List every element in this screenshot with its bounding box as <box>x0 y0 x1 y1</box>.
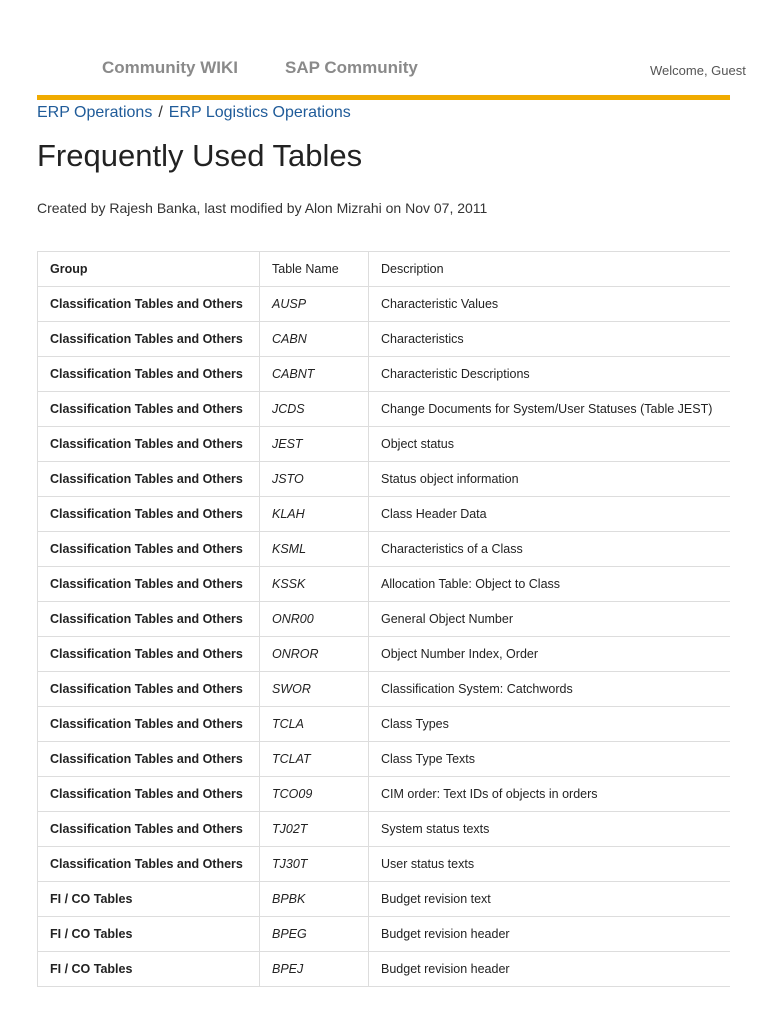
table-row <box>38 952 731 987</box>
cell-description: General Object Number <box>369 602 731 637</box>
table-row <box>38 427 731 462</box>
cell-table-name: AUSP <box>260 287 369 322</box>
cell-group: Classification Tables and Others <box>38 777 260 812</box>
cell-description: Budget revision header <box>369 917 731 952</box>
cell-table-name: SWOR <box>260 672 369 707</box>
frequently-used-tables-table <box>37 251 730 987</box>
cell-group: Classification Tables and Others <box>38 287 260 322</box>
cell-table-name: TCLA <box>260 707 369 742</box>
nav-sap-community-link[interactable]: SAP Community <box>285 58 418 77</box>
cell-group: FI / CO Tables <box>38 882 260 917</box>
page-byline: Created by Rajesh Banka, last modified by Alon Mizrahi on Nov 07, 2011 <box>37 200 488 216</box>
cell-description: Budget revision text <box>369 882 731 917</box>
cell-group: Classification Tables and Others <box>38 812 260 847</box>
cell-table-name: TJ30T <box>260 847 369 882</box>
top-navigation <box>0 0 768 96</box>
table-row <box>38 602 731 637</box>
cell-description: Object Number Index, Order <box>369 637 731 672</box>
cell-description: Object status <box>369 427 731 462</box>
cell-group: Classification Tables and Others <box>38 567 260 602</box>
cell-table-name: ONR00 <box>260 602 369 637</box>
cell-description: Budget revision header <box>369 952 731 987</box>
cell-group: Classification Tables and Others <box>38 637 260 672</box>
cell-group: Classification Tables and Others <box>38 707 260 742</box>
cell-description: System status texts <box>369 812 731 847</box>
cell-table-name: KSSK <box>260 567 369 602</box>
cell-group: Classification Tables and Others <box>38 672 260 707</box>
cell-table-name: JCDS <box>260 392 369 427</box>
cell-description: Class Header Data <box>369 497 731 532</box>
cell-group: Classification Tables and Others <box>38 462 260 497</box>
table-row <box>38 532 731 567</box>
cell-table-name: TCO09 <box>260 777 369 812</box>
cell-description: Characteristics <box>369 322 731 357</box>
table-row <box>38 322 731 357</box>
header-accent-bar <box>37 95 730 100</box>
cell-table-name: CABN <box>260 322 369 357</box>
cell-table-name: KSML <box>260 532 369 567</box>
nav-community-wiki-link[interactable]: Community WIKI <box>102 58 238 77</box>
cell-description: Classification System: Catchwords <box>369 672 731 707</box>
cell-group: Classification Tables and Others <box>38 847 260 882</box>
table-row <box>38 847 731 882</box>
column-header-table-name: Table Name <box>260 252 369 287</box>
cell-group: Classification Tables and Others <box>38 532 260 567</box>
table-row <box>38 742 731 777</box>
cell-description: Class Type Texts <box>369 742 731 777</box>
cell-table-name: BPEJ <box>260 952 369 987</box>
breadcrumb-erp-logistics-operations[interactable]: ERP Logistics Operations <box>168 104 351 121</box>
cell-group: FI / CO Tables <box>38 917 260 952</box>
table-row <box>38 567 731 602</box>
cell-group: Classification Tables and Others <box>38 357 260 392</box>
table-row <box>38 672 731 707</box>
table-row <box>38 357 731 392</box>
cell-description: Class Types <box>369 707 731 742</box>
tables-table-container <box>37 251 730 987</box>
table-row <box>38 777 731 812</box>
cell-group: FI / CO Tables <box>38 952 260 987</box>
table-row <box>38 812 731 847</box>
table-row <box>38 917 731 952</box>
table-body <box>38 287 731 987</box>
cell-table-name: JEST <box>260 427 369 462</box>
table-row <box>38 707 731 742</box>
welcome-text: Welcome, Guest <box>650 63 746 78</box>
cell-description: User status texts <box>369 847 731 882</box>
cell-table-name: ONROR <box>260 637 369 672</box>
table-header-row <box>38 252 731 287</box>
cell-description: Status object information <box>369 462 731 497</box>
cell-table-name: BPBK <box>260 882 369 917</box>
breadcrumb <box>37 104 351 122</box>
cell-description: Characteristic Descriptions <box>369 357 731 392</box>
cell-group: Classification Tables and Others <box>38 602 260 637</box>
cell-group: Classification Tables and Others <box>38 497 260 532</box>
table-row <box>38 287 731 322</box>
cell-table-name: BPEG <box>260 917 369 952</box>
cell-description: Allocation Table: Object to Class <box>369 567 731 602</box>
table-row <box>38 637 731 672</box>
cell-table-name: CABNT <box>260 357 369 392</box>
column-header-group: Group <box>38 252 260 287</box>
cell-description: Characteristic Values <box>369 287 731 322</box>
cell-description: CIM order: Text IDs of objects in orders <box>369 777 731 812</box>
cell-table-name: KLAH <box>260 497 369 532</box>
table-row <box>38 882 731 917</box>
column-header-description: Description <box>369 252 731 287</box>
cell-group: Classification Tables and Others <box>38 742 260 777</box>
page-title: Frequently Used Tables <box>37 138 363 173</box>
cell-table-name: TCLAT <box>260 742 369 777</box>
cell-table-name: TJ02T <box>260 812 369 847</box>
cell-group: Classification Tables and Others <box>38 322 260 357</box>
cell-group: Classification Tables and Others <box>38 427 260 462</box>
table-row <box>38 462 731 497</box>
table-row <box>38 497 731 532</box>
cell-table-name: JSTO <box>260 462 369 497</box>
breadcrumb-erp-operations[interactable]: ERP Operations <box>37 104 153 121</box>
cell-group: Classification Tables and Others <box>38 392 260 427</box>
breadcrumb-separator: / <box>158 104 163 121</box>
table-row <box>38 392 731 427</box>
cell-description: Characteristics of a Class <box>369 532 731 567</box>
cell-description: Change Documents for System/User Statuses (Table JEST) <box>369 392 731 427</box>
